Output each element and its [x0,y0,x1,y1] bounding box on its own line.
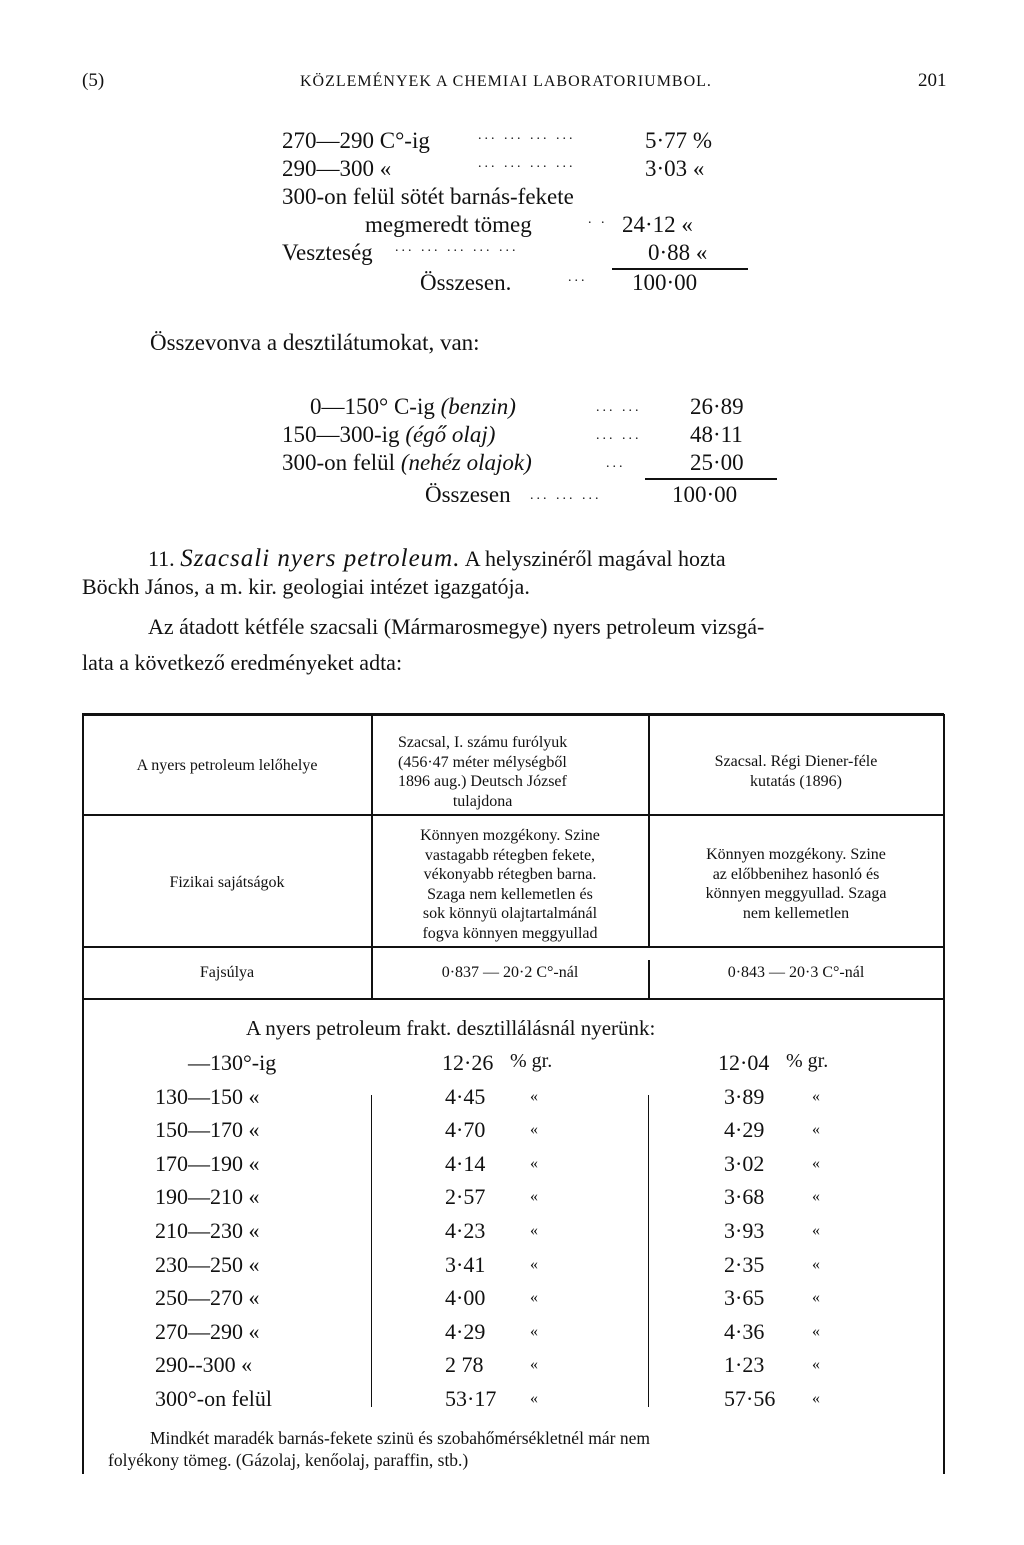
frakt-value-col1: 4·29 [445,1319,486,1344]
frakt-value-col2: 4·29 [724,1117,765,1142]
frakt-range: 250—270 « [155,1285,260,1310]
frakt-value-col1: 4·14 [445,1151,486,1176]
phys-label: Fizikai sajátságok [169,874,285,891]
frakt-unit-col1: « [530,1356,538,1373]
phys-col1: Könnyen mozgékony. Szine vastagabb rétegben fekete, vékonyabb rétegben barna. Szaga nem kellemetlen és sok könnyü olajtartalmánál fogva könnyen meggyullad [420,827,600,942]
frakt-unit-col2: « [812,1121,820,1138]
total-value: 100·00 [632,270,698,295]
frakt-unit-col1: « [530,1222,538,1239]
frakt-unit-col1: « [530,1188,538,1205]
frakt-unit-col1: « [530,1289,538,1306]
frakt-divider-2 [648,1095,649,1407]
table-left-rule [82,714,84,1474]
fraction-label: 270—290 C°-ig [282,128,430,153]
frakt-value-col1: 3·41 [445,1252,486,1277]
frakt-range: —130°-ig [188,1050,277,1075]
frakt-value-col1: 2·57 [445,1184,486,1209]
frakt-value-col1: 12·26 [442,1050,494,1075]
leader-dots: . . [588,212,608,227]
leader-dots: ... ... ... ... [478,156,576,171]
frakt-unit-col1: « [530,1390,538,1407]
sg-col2: 0·843 — 20·3 C°-nál [727,964,865,981]
section-title: Szacsali nyers petroleum. [180,545,461,572]
page-section-number: (5) [82,70,105,91]
summary-label: 0—150° C-ig (benzin) [310,394,516,419]
leader-dots: ... ... ... ... ... [395,240,519,255]
paragraph-line2: lata a következő eredményeket adta: [82,650,403,675]
frakt-divider-1 [371,1095,372,1407]
frakt-value-col2: 3·93 [724,1218,765,1243]
frakt-unit-col1: % gr. [510,1050,553,1072]
section-heading-rest: A helyszinéről magával hozta [464,546,726,571]
frakt-value-col1: 2 78 [445,1352,484,1377]
frakt-unit-col2: « [812,1155,820,1172]
frakt-value-col2: 3·68 [724,1184,765,1209]
frakt-unit-col2: « [812,1356,820,1373]
frakt-range: 210—230 « [155,1218,260,1243]
frakt-value-col1: 4·23 [445,1218,486,1243]
section-number: 11. [148,546,175,571]
frakt-unit-col1: « [530,1088,538,1105]
fraction-label: Veszteség [282,240,373,265]
sum-rule [645,478,777,480]
footnote-line1: Mindkét maradék barnás-fekete szinü és szobahőmérsékletnél már nem [150,1428,651,1448]
frakt-value-col2: 1·23 [724,1352,765,1377]
total-label: Összesen. [420,270,512,295]
running-header: KÖZLEMÉNYEK A CHEMIAI LABORATORIUMBOL. [300,73,712,90]
frakt-range: 150—170 « [155,1117,260,1142]
head-label: A nyers petroleum lelőhelye [136,757,318,774]
frakt-unit-col2: « [812,1256,820,1273]
summary-value: 26·89 [690,394,744,419]
frakt-range: 230—250 « [155,1252,260,1277]
phys-col2: Könnyen mozgékony. Szine az előbbenihez hasonló és könnyen meggyullad. Szaga nem kellemetlen [705,846,887,922]
frakt-range: 300°-on felül [155,1386,272,1411]
table-right-rule [943,714,945,1474]
section-line2: Böckh János, a m. kir. geologiai intézet igazgatója. [82,574,530,599]
leader-dots: ... ... ... ... [478,128,576,143]
summary-value: 48·11 [690,422,743,447]
frakt-unit-col1: « [530,1323,538,1340]
frakt-value-col2: 12·04 [718,1050,770,1075]
frakt-unit-col1: « [530,1155,538,1172]
footnote-line2: folyékony tömeg. (Gázolaj, kenőolaj, paraffin, stb.) [108,1450,469,1470]
sg-label: Fajsúlya [199,964,255,981]
leader-dots: ... [568,270,588,285]
frakt-unit-col2: « [812,1323,820,1340]
leader-dots: ... [606,456,626,471]
row-rule [82,946,944,948]
frakt-unit-col1: « [530,1256,538,1273]
frakt-unit-col1: « [530,1121,538,1138]
col2-head: Szacsal. Régi Diener-féle kutatás (1896) [714,753,878,790]
fraction-label: 300-on felül sötét barnás-fekete [282,184,574,209]
summary-value: 25·00 [690,450,744,475]
row-rule [82,998,944,1000]
frakt-range: 270—290 « [155,1319,260,1344]
frakt-unit-col2: « [812,1088,820,1105]
frakt-unit-col2: « [812,1188,820,1205]
fraction-value: 5·77 % [645,128,713,153]
summary-total-value: 100·00 [672,482,738,507]
column-divider-1 [371,716,373,998]
frakt-value-col1: 4·00 [445,1285,486,1310]
fraction-value: 24·12 « [622,212,693,237]
fraction-value: 0·88 « [648,240,708,265]
summary-total-label: Összesen [425,482,511,507]
frakt-value-col2: 3·02 [724,1151,765,1176]
frakt-value-col2: 3·89 [724,1084,765,1109]
sg-col1: 0·837 — 20·2 C°-nál [441,964,579,981]
frakt-value-col2: 4·36 [724,1319,765,1344]
frakt-range: 290--300 « [155,1352,253,1377]
col1-head: Szacsal, I. számu furólyuk (456·47 méter mélységből 1896 aug.) Deutsch József tulajdona [398,734,568,810]
leader-dots: ... ... ... [530,488,602,503]
summary-intro: Összevonva a desztilátumokat, van: [150,330,480,355]
frakt-range: 130—150 « [155,1084,260,1109]
frakt-unit-col2: % gr. [786,1050,829,1072]
frakt-unit-col2: « [812,1222,820,1239]
leader-dots: ... ... [596,400,642,415]
frakt-value-col2: 3·65 [724,1285,765,1310]
summary-label: 300-on felül (nehéz olajok) [282,450,532,475]
frakt-value-col1: 4·70 [445,1117,486,1142]
frakt-unit-col2: « [812,1289,820,1306]
frakt-range: 170—190 « [155,1151,260,1176]
fraction-label: 290—300 « [282,156,392,181]
frakt-value-col2: 2·35 [724,1252,765,1277]
frakt-value-col1: 4·45 [445,1084,486,1109]
page-number: 201 [918,70,947,91]
fraction-value: 3·03 « [645,156,705,181]
fraction-label: megmeredt tömeg [365,212,532,237]
summary-label: 150—300-ig (égő olaj) [282,422,496,447]
table-top-rule [82,713,944,716]
frakt-title: A nyers petroleum frakt. desztillálásnál nyerünk: [246,1016,656,1040]
paragraph-line1: Az átadott kétféle szacsali (Mármarosmegye) nyers petroleum vizsgá- [148,614,765,639]
frakt-value-col2: 57·56 [724,1386,776,1411]
leader-dots: ... ... [596,428,642,443]
frakt-unit-col2: « [812,1390,820,1407]
section-heading [148,546,726,571]
row-rule [82,814,944,816]
frakt-value-col1: 53·17 [445,1386,497,1411]
frakt-range: 190—210 « [155,1184,260,1209]
